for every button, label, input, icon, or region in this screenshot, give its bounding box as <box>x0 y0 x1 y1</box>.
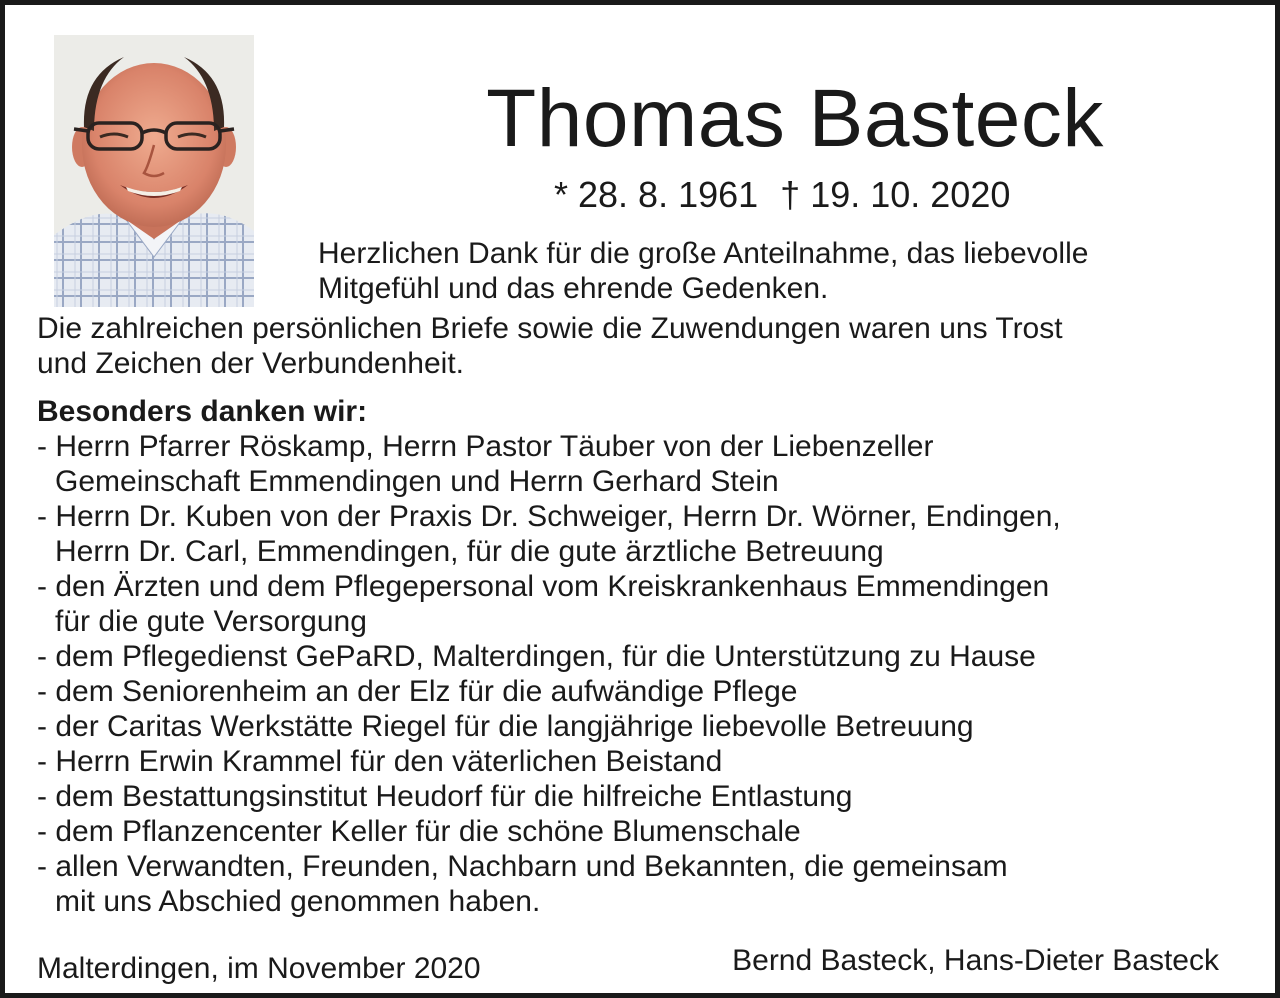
signers: Bernd Basteck, Hans-Dieter Basteck <box>732 944 1219 977</box>
list-item: - Herrn Pfarrer Röskamp, Herrn Pastor Täuber von der Liebenzeller <box>37 430 934 463</box>
comfort-line: und Zeichen der Verbundenheit. <box>37 347 464 380</box>
birth-date: * 28. 8. 1961 <box>554 174 759 215</box>
place-and-date: Malterdingen, im November 2020 <box>37 952 481 985</box>
portrait-photo <box>54 35 254 307</box>
thanks-intro <box>318 236 1088 306</box>
list-item: - dem Pflanzencenter Keller für die schöne Blumenschale <box>37 815 801 848</box>
list-item-continuation: mit uns Abschied genommen haben. <box>55 885 541 918</box>
list-item-continuation: Herrn Dr. Carl, Emmendingen, für die gute ärztliche Betreuung <box>55 535 884 568</box>
special-thanks-heading: Besonders danken wir: <box>37 395 368 428</box>
list-item: - dem Seniorenheim an der Elz für die aufwändige Pflege <box>37 675 798 708</box>
death-date: † 19. 10. 2020 <box>780 174 1011 215</box>
list-item: - Herrn Erwin Krammel für den väterlichen Beistand <box>37 745 723 778</box>
list-item: - dem Pflegedienst GePaRD, Malterdingen, für die Unterstützung zu Hause <box>37 640 1036 673</box>
list-item-continuation: für die gute Versorgung <box>55 605 367 638</box>
list-item: - den Ärzten und dem Pflegepersonal vom Kreiskrankenhaus Emmendingen <box>37 570 1050 603</box>
comfort-paragraph <box>37 311 1063 381</box>
list-item: - Herrn Dr. Kuben von der Praxis Dr. Schweiger, Herrn Dr. Wörner, Endingen, <box>37 500 1061 533</box>
list-item: - der Caritas Werkstätte Riegel für die langjährige liebevolle Betreuung <box>37 710 974 743</box>
deceased-name: Thomas Basteck <box>486 73 1104 164</box>
list-item: - dem Bestattungsinstitut Heudorf für die hilfreiche Entlastung <box>37 780 853 813</box>
list-item-continuation: Gemeinschaft Emmendingen und Herrn Gerhard Stein <box>55 465 779 498</box>
list-item: - allen Verwandten, Freunden, Nachbarn und Bekannten, die gemeinsam <box>37 850 1008 883</box>
life-dates <box>554 175 1010 215</box>
intro-line: Mitgefühl und das ehrende Gedenken. <box>318 272 829 305</box>
comfort-line: Die zahlreichen persönlichen Briefe sowie die Zuwendungen waren uns Trost <box>37 312 1063 345</box>
portrait-illustration <box>54 35 254 307</box>
thanks-list <box>37 429 1061 919</box>
intro-line: Herzlichen Dank für die große Anteilnahme, das liebevolle <box>318 237 1089 270</box>
